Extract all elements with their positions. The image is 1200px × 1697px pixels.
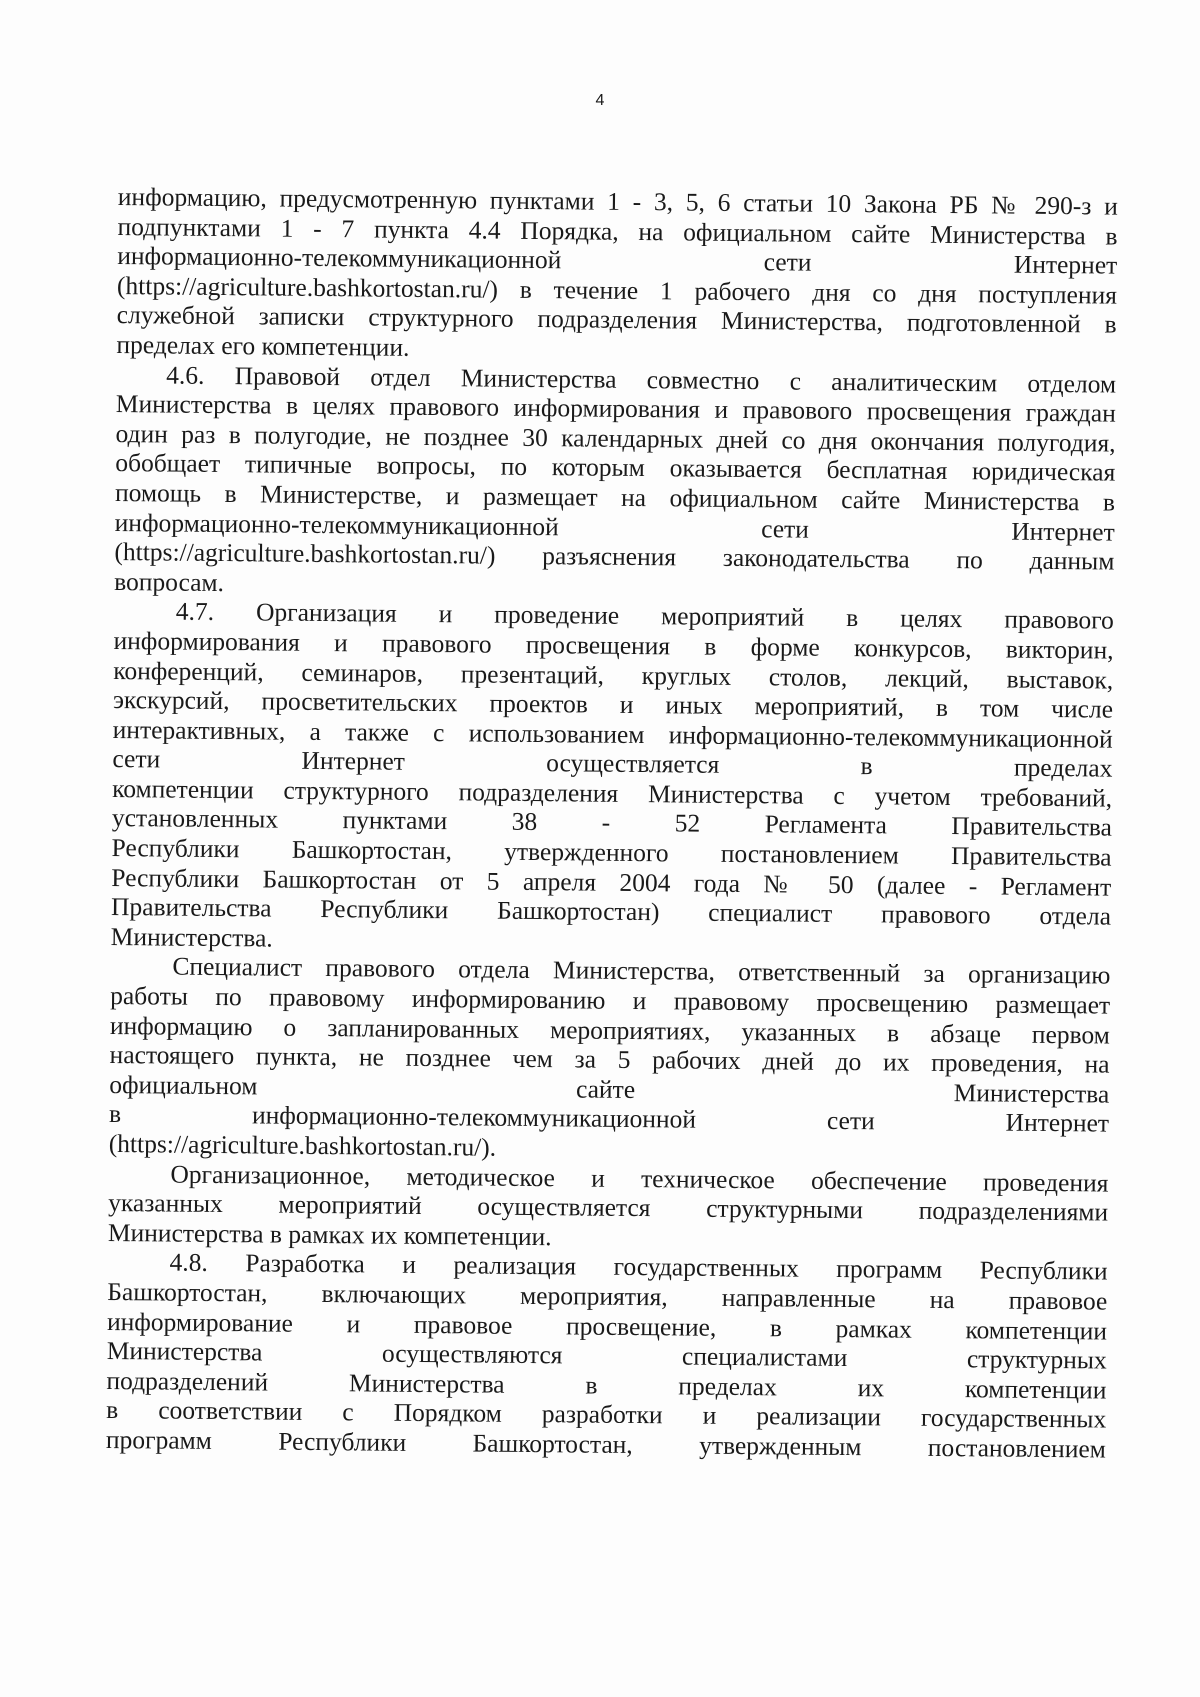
text-line: указанных мероприятий осуществляется структурными подразделениями xyxy=(108,1188,1109,1227)
text-line: настоящего пункта, не позднее чем за 5 рабочих дней до их проведения, на xyxy=(109,1040,1110,1079)
text-line: помощь в Министерстве, и размещает на официальном сайте Министерства в xyxy=(114,477,1116,517)
text-line: обобщает типичные вопросы, по которым оказывается бесплатная юридическая xyxy=(115,448,1116,487)
text-line: Республики Башкортостан от 5 апреля 2004 года № 50 (далее - Регламент xyxy=(111,862,1112,902)
text-line: Министерства осуществляются специалистами структурных xyxy=(106,1336,1107,1375)
text-line: 4.7. Организация и проведение мероприятий в целях правового xyxy=(175,596,1114,635)
text-line: 4.8. Разработка и реализация государственных программ Республики xyxy=(169,1247,1108,1286)
text-line: в соответствии с Порядком разработки и реализации государственных xyxy=(106,1395,1107,1434)
paragraph-specialist xyxy=(109,951,1111,1168)
text-line: информацию о запланированных мероприятиях, указанных в абзаце первом xyxy=(109,1010,1110,1050)
text-line: (https://agriculture.bashkortostan.ru/). xyxy=(108,1128,497,1162)
text-line: установленных пунктами 38 - 52 Регламента Правительства xyxy=(111,803,1112,843)
text-line: официальном сайте Министерства xyxy=(109,1069,1110,1109)
text-line: Башкортостан, включающих мероприятия, направленные на правовое xyxy=(107,1276,1108,1316)
text-line: информирования и правового просвещения в форме конкурсов, викторин, xyxy=(113,625,1114,665)
text-line: 4.6. Правовой отдел Министерства совместно с аналитическим отделом xyxy=(166,360,1117,399)
text-line: вопросам. xyxy=(114,566,225,597)
text-line: экскурсий, просветительских проектов и иных мероприятий, в том числе xyxy=(112,685,1114,724)
paragraph-4-8 xyxy=(106,1247,1108,1464)
document-body xyxy=(106,182,1118,1464)
paragraph-4-6 xyxy=(114,360,1116,606)
text-line: компетенции структурного подразделения Министерства с учетом требований, xyxy=(112,773,1113,813)
text-line: (https://agriculture.bashkortostan.ru/) разъяснения законодательства по данным xyxy=(114,537,1115,576)
text-line: Специалист правового отдела Министерства, ответственный за организацию xyxy=(172,951,1111,990)
text-line: работы по правовому информированию и правовому просвещению размещает xyxy=(110,980,1111,1020)
text-line: подпунктами 1 - 7 пункта 4.4 Порядка, на официальном сайте Министерства в xyxy=(117,211,1118,251)
text-line: Министерства в целях правового информирования и правового просвещения граждан xyxy=(115,389,1116,428)
text-line: информационно-телекоммуникационной сети Интернет xyxy=(117,241,1118,280)
text-line: подразделений Министерства в пределах их компетенции xyxy=(106,1365,1107,1405)
paragraph-continuation xyxy=(116,182,1118,369)
text-line: в информационно-телекоммуникационной сети Интернет xyxy=(108,1099,1110,1138)
text-line: информирование и правовое просвещение, в рамках компетенции xyxy=(106,1306,1108,1346)
text-line: Организационное, методическое и техническое обеспечение проведения xyxy=(170,1159,1109,1198)
text-line: Министерства в рамках их компетенции. xyxy=(107,1217,552,1251)
text-line: служебной записки структурного подразделения Министерства, подготовленной в xyxy=(116,300,1117,339)
text-line: информационно-телекоммуникационной сети Интернет xyxy=(114,507,1115,547)
text-line: информацию, предусмотренную пунктами 1 - 3, 5, 6 статьи 10 Закона РБ № 290-з и xyxy=(117,182,1118,221)
text-line: пределах его компетенции. xyxy=(116,329,410,362)
text-line: Правительства Республики Башкортостан) специалист правового отдела xyxy=(110,892,1112,931)
text-line: программ Республики Башкортостан, утвержденным постановлением xyxy=(105,1424,1107,1464)
page-number: 4 xyxy=(595,92,605,109)
text-line: Республики Башкортостан, утвержденного постановлением Правительства xyxy=(111,833,1112,872)
text-line: интерактивных, а также с использованием информационно-телекоммуникационной xyxy=(112,714,1113,754)
text-line: конференций, семинаров, презентаций, круглых столов, лекций, выставок, xyxy=(113,655,1114,695)
text-line: сети Интернет осуществляется в пределах xyxy=(112,744,1113,783)
paragraph-4-7 xyxy=(111,596,1114,961)
paragraph-organizational xyxy=(108,1159,1109,1257)
text-line: Министерства. xyxy=(110,921,273,953)
text-line: один раз в полугодие, не позднее 30 календарных дней со дня окончания полугодия, xyxy=(115,418,1116,458)
text-line: (https://agriculture.bashkortostan.ru/) в течение 1 рабочего дня со дня поступления xyxy=(116,270,1118,310)
